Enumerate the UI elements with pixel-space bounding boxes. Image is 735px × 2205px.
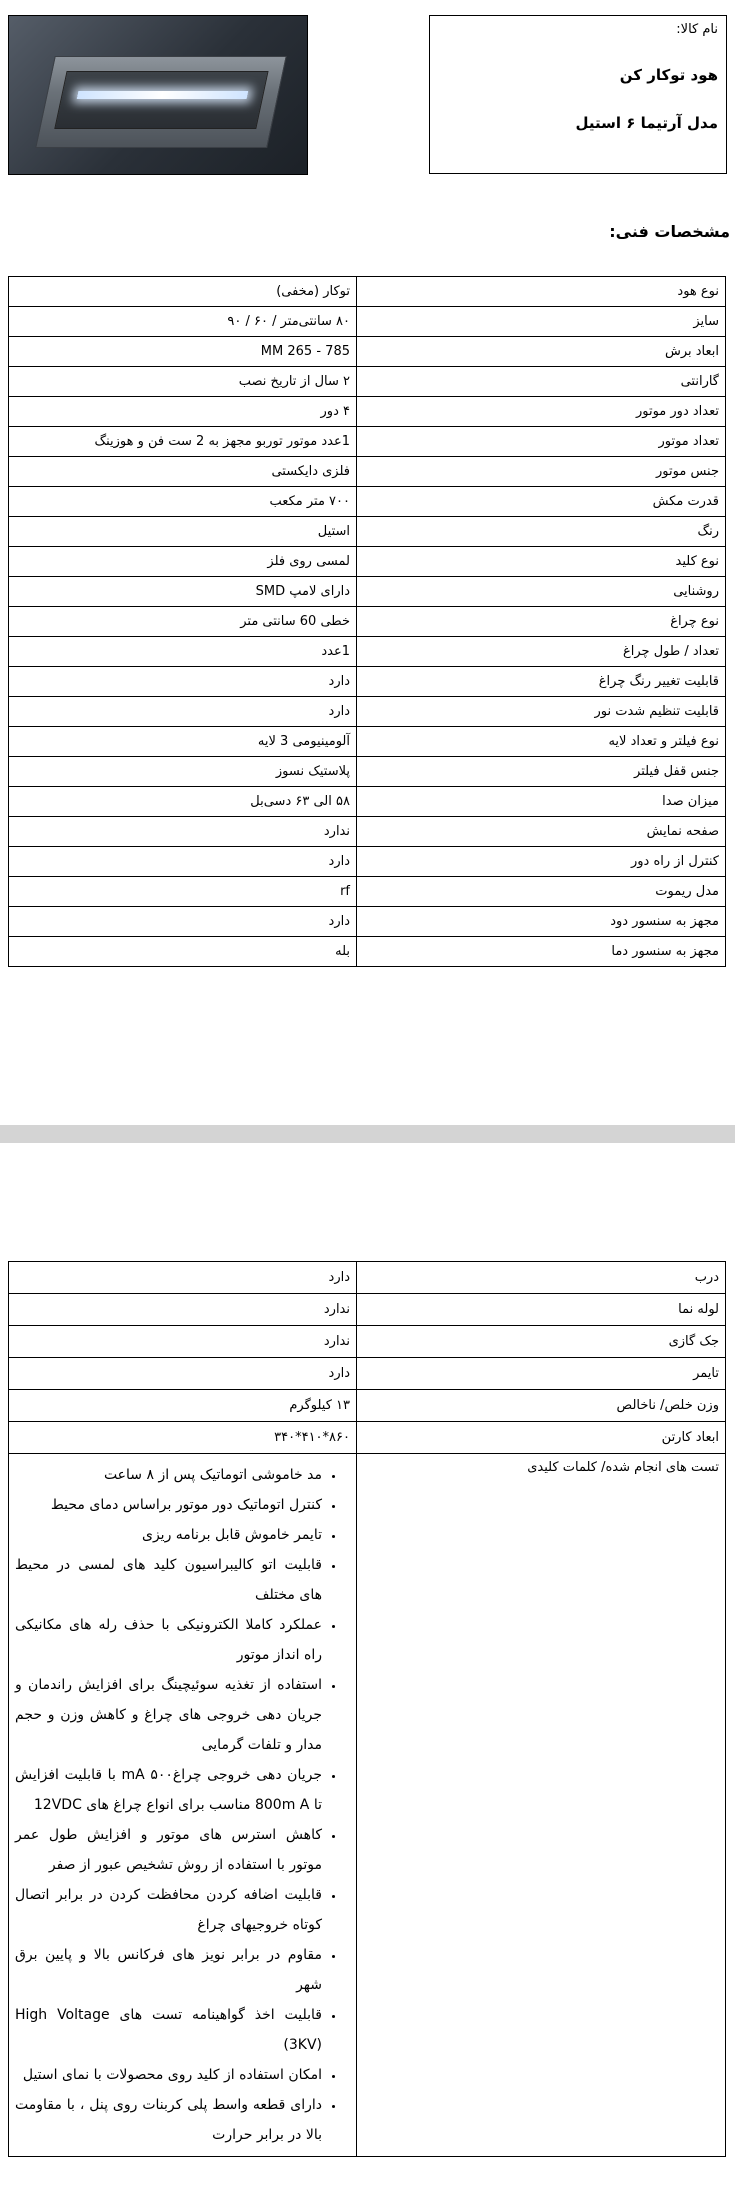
product-model: مدل آرتیما ۶ استیل [575,114,718,132]
spec-row [9,787,726,817]
spec-key: جنس قفل فیلتر [357,757,726,787]
spec-value: ۸۶۰*۴۱۰*۳۴۰ [9,1422,357,1454]
spec-value: توکار (مخفی) [9,277,357,307]
feature-item: • امکان استفاده از کلید روی محصولات با نمای استیل [15,2060,322,2090]
spec-key: تعداد / طول چراغ [357,637,726,667]
extra-row [9,1390,726,1422]
spec-key: جنس موتور [357,457,726,487]
spec-row [9,667,726,697]
spec-key: سایز [357,307,726,337]
spec-key: تعداد دور موتور [357,397,726,427]
spec-row [9,727,726,757]
spec-value: خطی 60 سانتی متر [9,607,357,637]
spec-value: 785 - 265 MM [9,337,357,367]
feature-item: • کنترل اتوماتیک دور موتور براساس دمای محیط [15,1490,322,1520]
feature-item: • تایمر خاموش قابل برنامه ریزی [15,1520,322,1550]
product-photo [8,15,308,175]
spec-key: وزن خلص/ ناخالص [357,1390,726,1422]
spec-key: نوع کلید [357,547,726,577]
feature-item: • جریان دهی خروجی چراغ۵۰۰ mA با قابلیت افزایش تا 800m A مناسب برای انواع چراغ های 12VDC [15,1760,322,1820]
spec-value: ۴ دور [9,397,357,427]
extra-specs-table [8,1261,726,2157]
tests-key: تست های انجام شده/ کلمات کلیدی [357,1454,726,2157]
spec-row [9,607,726,637]
spec-row [9,277,726,307]
spec-key: قابلیت تنظیم شدت نور [357,697,726,727]
feature-item: • عملکرد کاملا الکترونیکی با حذف رله های مکانیکی راه انداز موتور [15,1610,322,1670]
spec-row [9,307,726,337]
spec-row [9,487,726,517]
spec-value: دارای لامپ SMD [9,577,357,607]
spec-row [9,547,726,577]
spec-key: ابعاد کارتن [357,1422,726,1454]
spec-row [9,367,726,397]
spec-key: کنترل از راه دور [357,847,726,877]
spec-row [9,397,726,427]
spec-value: دارد [9,667,357,697]
spec-value: ۱۳ کیلوگرم [9,1390,357,1422]
tests-row [9,1454,726,2157]
spec-value: ۸۰ سانتی‌متر / ۶۰ / ۹۰ [9,307,357,337]
spec-key: جک گازی [357,1326,726,1358]
feature-item: • مد خاموشی اتوماتیک پس از ۸ ساعت [15,1460,322,1490]
feature-item: • کاهش استرس های موتور و افزایش طول عمر موتور با استفاده از روش تشخیص عبور از صفر [15,1820,322,1880]
spec-value: rf [9,877,357,907]
product-name-box [429,15,727,174]
spec-value: ۵۸ الی ۶۳ دسی‌بل [9,787,357,817]
spec-value: لمسی روی فلز [9,547,357,577]
hood-light-strip [77,91,249,99]
spec-key: میزان صدا [357,787,726,817]
spec-value: پلاستیک نسوز [9,757,357,787]
feature-item: • مقاوم در برابر نویز های فرکانس بالا و پایین برق شهر [15,1940,322,2000]
spec-key: نوع فیلتر و تعداد لایه [357,727,726,757]
spec-key: رنگ [357,517,726,547]
spec-value: دارد [9,1262,357,1294]
feature-item: • قابلیت اتو کالیبراسیون کلید های لمسی در محیط های مختلف [15,1550,322,1610]
spec-value: 1عدد موتور توربو مجهز به 2 ست فن و هوزینگ [9,427,357,457]
spec-row [9,697,726,727]
spec-value: آلومینیومی 3 لایه [9,727,357,757]
spec-value: ۲ سال از تاریخ نصب [9,367,357,397]
spec-key: مجهز به سنسور دود [357,907,726,937]
extra-row [9,1262,726,1294]
feature-item: • استفاده از تغذیه سوئیچینگ برای افزایش راندمان و جریان دهی خروجی های چراغ و کاهش وزن و حجم مدار و تلفات گرمایی [15,1670,322,1760]
spec-value: ندارد [9,1326,357,1358]
spec-key: درب [357,1262,726,1294]
extra-row [9,1358,726,1390]
extra-row [9,1326,726,1358]
spec-row [9,847,726,877]
spec-value: دارد [9,697,357,727]
extra-row [9,1422,726,1454]
page-separator [0,1125,735,1143]
spec-value: استیل [9,517,357,547]
page-two [0,1143,735,2205]
feature-item: • قابلیت اضافه کردن محافظت کردن در برابر اتصال کوتاه خروجیهای چراغ [15,1880,322,1940]
spec-key: مدل ریموت [357,877,726,907]
spec-row [9,817,726,847]
spec-key: صفحه نمایش [357,817,726,847]
spec-value: ندارد [9,817,357,847]
spec-key: تعداد موتور [357,427,726,457]
hood-illustration [35,56,287,148]
spec-row [9,427,726,457]
spec-key: گارانتی [357,367,726,397]
tests-value [9,1454,357,2157]
spec-row [9,757,726,787]
spec-key: نوع هود [357,277,726,307]
spec-value: دارد [9,907,357,937]
product-name-label: نام کالا: [676,22,718,37]
spec-value: دارد [9,847,357,877]
spec-key: لوله نما [357,1294,726,1326]
spec-value: 1عدد [9,637,357,667]
feature-list [15,1460,346,2150]
spec-key: قدرت مکش [357,487,726,517]
feature-item: • دارای قطعه واسط پلی کربنات روی پنل ، با مقاومت بالا در برابر حرارت [15,2090,322,2150]
spec-value: فلزی دایکستی [9,457,357,487]
spec-key: روشنایی [357,577,726,607]
spec-key: تایمر [357,1358,726,1390]
product-title: هود توکار کن [619,66,718,84]
spec-row [9,907,726,937]
spec-key: ابعاد برش [357,337,726,367]
spec-row [9,517,726,547]
spec-key: قابلیت تغییر رنگ چراغ [357,667,726,697]
spec-key: مجهز به سنسور دما [357,937,726,967]
spec-row [9,937,726,967]
spec-row [9,577,726,607]
spec-value: ندارد [9,1294,357,1326]
spec-row [9,457,726,487]
feature-item: • قابلیت اخذ گواهینامه تست های High Voltage (3KV) [15,2000,322,2060]
spec-key: نوع چراغ [357,607,726,637]
spec-value: بله [9,937,357,967]
specs-table [8,276,726,967]
extra-row [9,1294,726,1326]
spec-row [9,877,726,907]
spec-row [9,337,726,367]
spec-value: دارد [9,1358,357,1390]
spec-value: ۷۰۰ متر مکعب [9,487,357,517]
spec-row [9,637,726,667]
specs-heading: مشخصات فنی: [609,222,730,241]
